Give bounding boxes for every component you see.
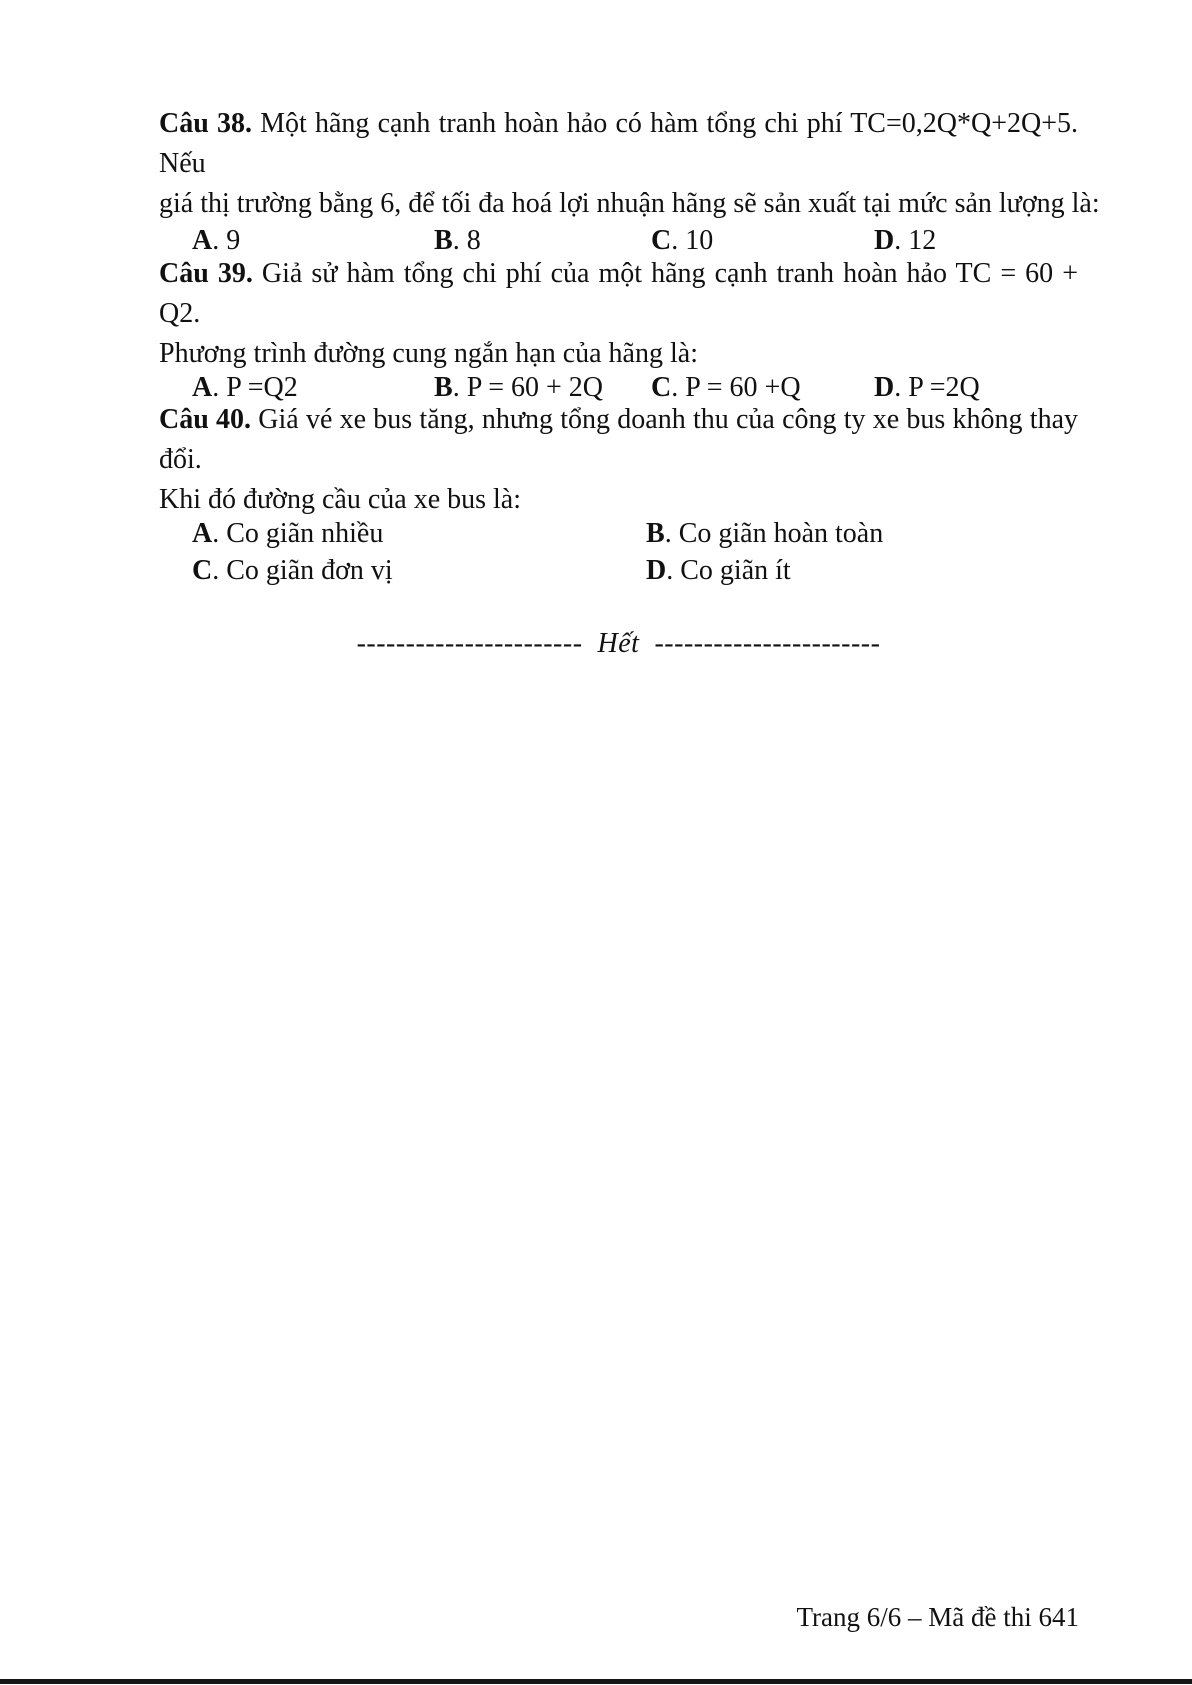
question-40 <box>159 400 1078 591</box>
end-of-exam-marker <box>159 624 1078 664</box>
question-40-option-c <box>192 551 646 591</box>
question-40-option-a <box>192 514 646 554</box>
exam-page-content <box>159 104 1100 664</box>
option-letter: C <box>651 372 672 403</box>
option-text: . Co giãn nhiều <box>212 518 384 549</box>
question-40-options-row-2 <box>159 551 1078 591</box>
question-39-text-line-1 <box>159 254 1078 334</box>
page-bottom-edge-bar <box>0 1679 1192 1684</box>
option-text: . 10 <box>671 225 714 256</box>
question-40-option-d <box>646 551 791 591</box>
option-text: . 9 <box>212 225 241 256</box>
question-39 <box>159 254 1078 408</box>
option-letter: A <box>192 372 213 403</box>
option-letter: C <box>192 555 213 586</box>
question-39-number: Câu 39. <box>159 258 253 289</box>
question-39-text-line-2: Phương trình đường cung ngắn hạn của hãng là: <box>159 338 698 369</box>
option-text: . Co giãn đơn vị <box>212 555 393 586</box>
end-marker-dashes-right: ----------------------- <box>654 628 881 659</box>
option-text: . 8 <box>452 225 481 256</box>
option-text: . Co giãn hoàn toàn <box>664 518 884 549</box>
option-letter: D <box>874 372 895 403</box>
option-letter: C <box>651 225 672 256</box>
question-40-text-line-2: Khi đó đường cầu của xe bus là: <box>159 484 522 515</box>
question-40-options-row-1 <box>159 514 1078 554</box>
end-marker-label: Hết <box>597 628 640 659</box>
option-text: . Co giãn ít <box>666 555 791 586</box>
question-39-stem: Giả sử hàm tổng chi phí của một hãng cạnh tranh hoàn hảo TC = 60 + Q2. <box>159 258 1078 329</box>
question-38-number: Câu 38. <box>159 108 252 139</box>
question-38-text-line-1 <box>159 104 1078 184</box>
question-38-text-line-2: giá thị trường bằng 6, để tối đa hoá lợi nhuận hãng sẽ sản xuất tại mức sản lượng là: <box>159 188 1100 219</box>
option-text: . 12 <box>894 225 937 256</box>
option-letter: B <box>646 518 665 549</box>
option-letter: B <box>434 372 453 403</box>
question-40-text-line-1 <box>159 400 1078 480</box>
option-letter: B <box>434 225 453 256</box>
question-40-option-b <box>646 514 883 554</box>
option-text: . P = 60 +Q <box>671 372 801 403</box>
option-letter: D <box>646 555 667 586</box>
question-38 <box>159 104 1100 261</box>
end-marker-dashes-left: ----------------------- <box>356 628 583 659</box>
option-letter: A <box>192 225 213 256</box>
option-letter: A <box>192 518 213 549</box>
option-text: . P = 60 + 2Q <box>452 372 604 403</box>
question-40-number: Câu 40. <box>159 404 252 435</box>
option-text: . P =2Q <box>894 372 980 403</box>
option-text: . P =Q2 <box>212 372 298 403</box>
question-38-stem: Một hãng cạnh tranh hoàn hảo có hàm tổng chi phí TC=0,2Q*Q+2Q+5. Nếu <box>159 108 1079 179</box>
question-40-stem: Giá vé xe bus tăng, nhưng tổng doanh thu của công ty xe bus không thay đổi. <box>159 404 1078 475</box>
page-footer: Trang 6/6 – Mã đề thi 641 <box>796 1602 1079 1632</box>
option-letter: D <box>874 225 895 256</box>
